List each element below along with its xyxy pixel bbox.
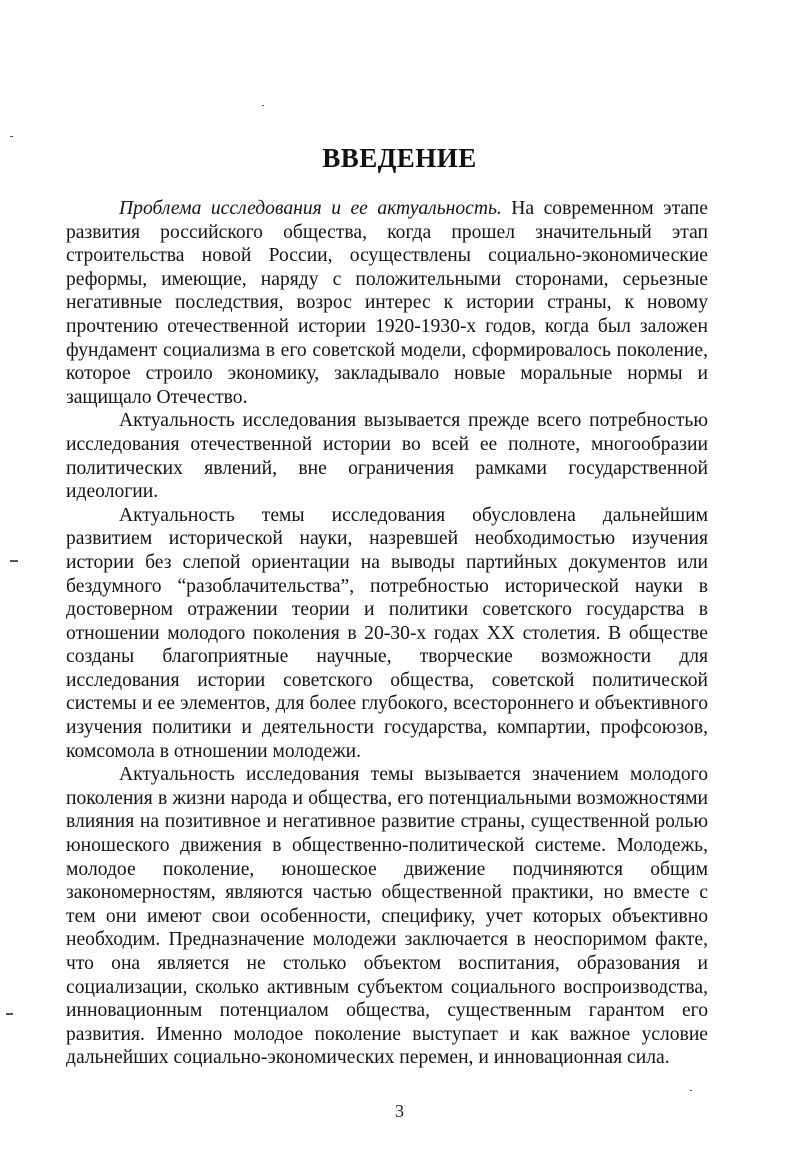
- scan-speck: [10, 136, 13, 137]
- page-number: 3: [395, 1101, 404, 1121]
- paragraph-relevance-2: Актуальность темы исследования обусловлена дальнейшим развитием исторической науки, назревшей необходимостью изучения истории без слепой ориентации на выводы партийных документов или бездумного “разоблачительства”, потребностью исторической науки в достоверном отражении теории и политики советского государства в отношении молодого поколения в 20-30-х годах XX столетия. В обществе созданы благоприятные научные, творческие возможности для исследования истории советского общества, советской политической системы и ее элементов, для более глубокого, всестороннего и объективного изучения политики и деятельности государства, компартии, профсоюзов, комсомола в отношении молодежи.: [66, 504, 708, 762]
- paragraph-intro: [66, 197, 708, 409]
- paragraph-lead-italic: Проблема исследования и ее актуальность.: [119, 198, 502, 219]
- scan-speck: [6, 1013, 13, 1015]
- document-body: [66, 197, 708, 1070]
- scan-speck: [690, 1090, 692, 1091]
- paragraph-relevance-3: Актуальность исследования темы вызывается значением молодого поколения в жизни народа и общества, его потенциальными возможностями влияния на позитивное и негативное развитие страны, существенной ролью юношеского движения в общественно-политической системе. Молодежь, молодое поколение, юношеское движение подчиняются общим закономерностям, являются частью общественной практики, но вместе с тем они имеют свои особенности, специфику, учет которых объективно необходим. Предназначение молодежи заключается в неоспоримом факте, что она является не столько объектом воспитания, образования и социализации, сколько активным субъектом социального воспроизводства, инновационным потенциалом общества, существенным гарантом его развития. Именно молодое поколение выступает и как важное условие дальнейших социально-экономических перемен, и инновационная сила.: [66, 764, 708, 1069]
- page-title: ВВЕДЕНИЕ: [322, 143, 477, 173]
- paragraph-text: На современном этапе развития российского общества, когда прошел значительный этап строительства новой России, осуществлены социально-экономические реформы, имеющие, наряду с положительными сторонами, серьезные негативные последствия, возрос интерес к истории страны, к новому прочтению отечественной истории 1920-1930-х годов, когда был заложен фундамент социализма в его советской модели, сформировалось поколение, которое строило экономику, закладывало новые моральные нормы и защищало Отечество.: [66, 198, 708, 408]
- paragraph-relevance-1: Актуальность исследования вызывается прежде всего потребностью исследования отечественной истории во всей ее полноте, многообразии политических явлений, вне ограничения рамками государственной идеологии.: [66, 410, 708, 503]
- scan-speck: [10, 560, 18, 562]
- scan-speck: [262, 105, 264, 106]
